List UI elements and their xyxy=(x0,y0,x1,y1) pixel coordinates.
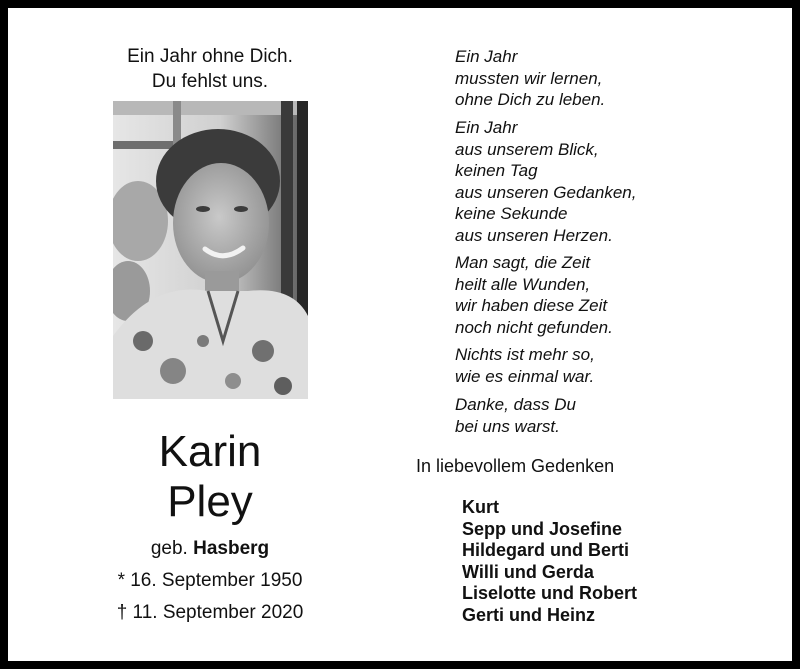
first-name: Karin xyxy=(158,427,262,476)
poem-stanza xyxy=(455,344,595,387)
poem-line: ohne Dich zu leben. xyxy=(455,90,606,109)
poem-stanza xyxy=(455,117,636,246)
poem-line: heilt alle Wunden, xyxy=(455,274,591,294)
portrait-image xyxy=(113,101,308,399)
poem-line: Ein Jahr xyxy=(455,118,518,137)
poem-line: aus unserem Blick, xyxy=(455,139,599,159)
portrait-photo xyxy=(113,101,308,399)
poem-stanza xyxy=(455,252,613,338)
motto xyxy=(110,44,310,94)
memory-text: In liebevollem Gedenken xyxy=(416,456,615,476)
mourner-name: Willi und Gerda xyxy=(462,561,594,582)
maiden-prefix: geb. xyxy=(150,538,188,559)
poem-stanza xyxy=(455,46,605,111)
poem-stanza xyxy=(455,394,576,437)
maiden-name-line xyxy=(110,537,310,561)
maiden-name: Hasberg xyxy=(193,538,270,559)
poem-line: noch nicht gefunden. xyxy=(455,317,613,337)
last-name: Pley xyxy=(167,477,253,526)
mourners-list xyxy=(462,497,637,626)
poem-line: aus unseren Gedanken, xyxy=(455,182,637,202)
poem-line: wir haben diese Zeit xyxy=(455,296,608,315)
poem-line: Ein Jahr xyxy=(455,47,518,66)
poem-line: Danke, dass Du xyxy=(455,395,576,414)
mourner-name: Gerti und Heinz xyxy=(462,604,596,625)
mourner-name: Hildegard und Berti xyxy=(462,540,630,560)
poem-line: mussten wir lernen, xyxy=(455,68,603,88)
birth-date: * 16. September 1950 xyxy=(117,570,303,591)
motto-line: Ein Jahr ohne Dich. xyxy=(127,46,293,67)
poem-line: bei uns warst. xyxy=(455,416,560,436)
poem-line: aus unseren Herzen. xyxy=(455,225,613,245)
poem-line: Man sagt, die Zeit xyxy=(455,253,591,272)
poem-line: wie es einmal war. xyxy=(455,366,595,386)
motto-line: Du fehlst uns. xyxy=(151,71,269,92)
poem-line: Nichts ist mehr so, xyxy=(455,345,595,364)
death-date: † 11. September 2020 xyxy=(116,602,304,623)
poem-line: keine Sekunde xyxy=(455,204,568,223)
poem-line: keinen Tag xyxy=(455,161,538,180)
mourner-name: Sepp und Josefine xyxy=(462,518,623,539)
mourner-name: Kurt xyxy=(462,497,499,517)
mourner-name: Liselotte und Robert xyxy=(462,583,637,603)
